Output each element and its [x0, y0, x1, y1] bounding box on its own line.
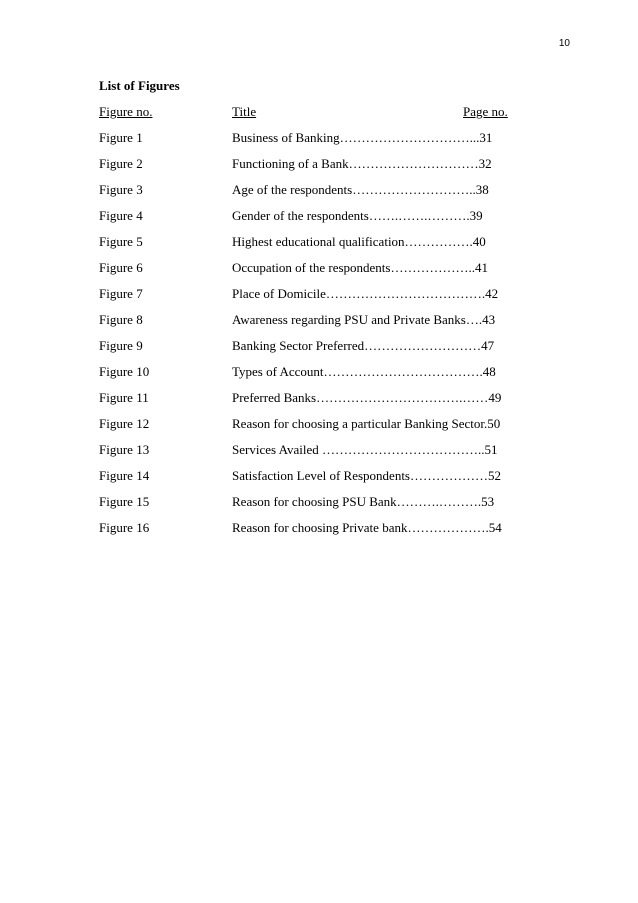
figure-entry: Gender of the respondents…….…….……….39	[232, 208, 483, 223]
title-header: Title	[232, 104, 257, 119]
figure-number: Figure 1	[99, 130, 143, 145]
figure-entry: Types of Account……………………………….48	[232, 364, 496, 379]
figure-entry: Place of Domicile……………………………….42	[232, 286, 499, 301]
figure-number: Figure 6	[99, 260, 143, 275]
figure-entry: Business of Banking…………………………...31	[232, 130, 493, 145]
figure-entry: Services Availed ………………………………..51	[232, 442, 498, 457]
page-no-header: Page no.	[463, 104, 508, 119]
figure-number: Figure 4	[99, 208, 143, 223]
figure-number: Figure 16	[99, 520, 150, 535]
figure-entry: Highest educational qualification…………….40	[232, 234, 486, 249]
figure-number: Figure 5	[99, 234, 143, 249]
figure-number: Figure 3	[99, 182, 143, 197]
figure-entry: Satisfaction Level of Respondents………………52	[232, 468, 501, 483]
figure-number: Figure 13	[99, 442, 150, 457]
figure-entry: Age of the respondents………………………..38	[232, 182, 489, 197]
figure-number: Figure 12	[99, 416, 150, 431]
figure-number: Figure 7	[99, 286, 143, 301]
figure-entry: Banking Sector Preferred………………………47	[232, 338, 495, 353]
figure-number: Figure 14	[99, 468, 150, 483]
figure-number: Figure 11	[99, 390, 149, 405]
figure-entry: Functioning of a Bank…………………………32	[232, 156, 492, 171]
figure-entry: Reason for choosing PSU Bank……….……….53	[232, 494, 495, 509]
figure-number: Figure 8	[99, 312, 143, 327]
page-number: 10	[558, 38, 570, 49]
figure-number: Figure 15	[99, 494, 150, 509]
figure-entry: Occupation of the respondents………………..41	[232, 260, 488, 275]
figure-entry: Preferred Banks…………………………….……49	[232, 390, 502, 405]
figure-entry: Reason for choosing Private bank……………….54	[232, 520, 502, 535]
figure-no-header: Figure no.	[99, 104, 153, 119]
figure-entry: Awareness regarding PSU and Private Banks….43	[232, 312, 496, 327]
figure-number: Figure 2	[99, 156, 143, 171]
figure-number: Figure 9	[99, 338, 143, 353]
figure-number: Figure 10	[99, 364, 150, 379]
figure-entry: Reason for choosing a particular Banking Sector.50	[232, 416, 501, 431]
list-of-figures-title: List of Figures	[99, 78, 180, 93]
